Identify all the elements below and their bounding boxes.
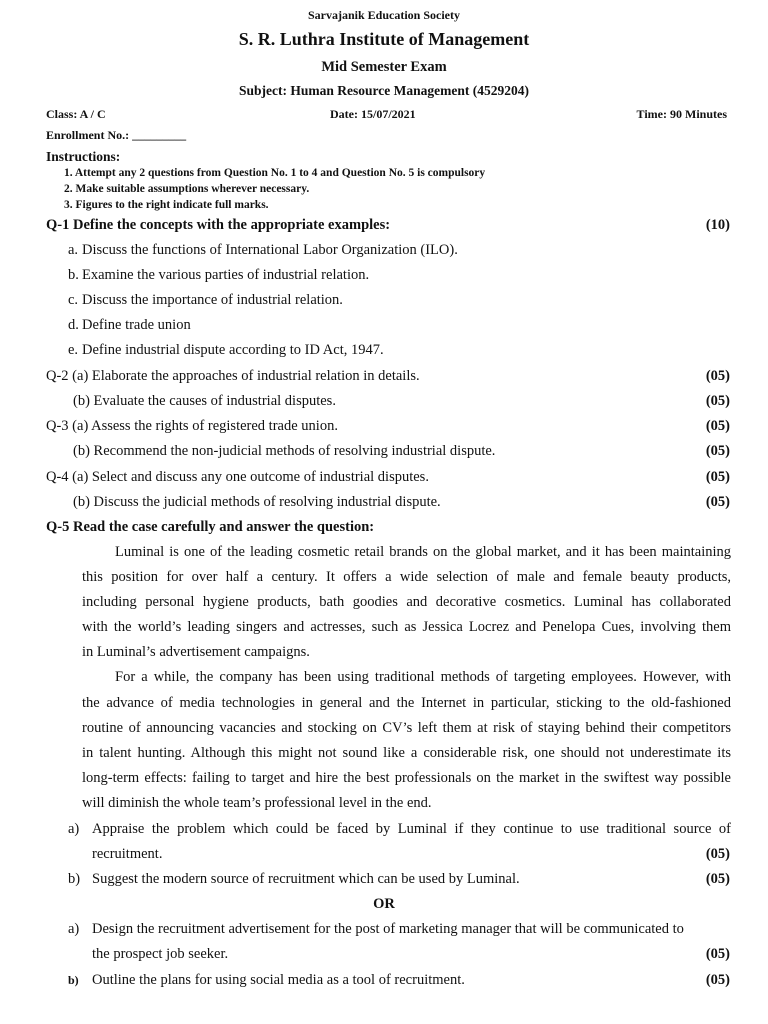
q1-item-label: c. bbox=[68, 292, 79, 308]
society-name: Sarvajanik Education Society bbox=[307, 8, 460, 22]
institute-name: S. R. Luthra Institute of Management bbox=[238, 29, 530, 49]
case-paragraph-line: For a while, the company has been using traditional methods of targeting employees. However, with bbox=[115, 669, 731, 685]
q4b-text: (b) Discuss the judicial methods of resolving industrial dispute. bbox=[73, 494, 441, 510]
q1-item-label: e. bbox=[68, 342, 79, 358]
case-paragraph-line: Luminal is one of the leading cosmetic retail brands on the global market, and it has been maintaining bbox=[115, 544, 731, 560]
q4a-marks: (05) bbox=[705, 469, 730, 485]
q5a-marks: (05) bbox=[705, 846, 730, 862]
q1-title: Q-1 Define the concepts with the appropriate examples: bbox=[46, 217, 391, 233]
q1-item-text: Define trade union bbox=[82, 317, 191, 333]
q5-alt-a-marks: (05) bbox=[705, 946, 730, 962]
instruction-item: 3. Figures to the right indicate full marks. bbox=[64, 199, 269, 211]
q5b-marks: (05) bbox=[705, 871, 730, 887]
q1-item-label: a. bbox=[68, 242, 79, 258]
subject-line: Subject: Human Resource Management (4529204) bbox=[239, 83, 529, 98]
case-paragraph-line: in talent hunting. Although this might not sound like a considerable risk, one should not underestimate its bbox=[82, 745, 731, 761]
q5b-label: b) bbox=[68, 871, 81, 887]
exam-title: Mid Semester Exam bbox=[321, 59, 447, 75]
case-paragraph-line: this position for over half a century. It offers a wide selection of male and female beauty products, bbox=[82, 569, 731, 585]
q4b-marks: (05) bbox=[705, 494, 730, 510]
case-paragraph-line: with the world’s leading singers and actresses, such as Jessica Locrez and Penelopa Cues, involving them bbox=[82, 619, 731, 635]
instruction-item: 2. Make suitable assumptions wherever necessary. bbox=[64, 183, 310, 195]
q1-item-text: Discuss the functions of International Labor Organization (ILO). bbox=[82, 242, 458, 258]
case-paragraph-line: including personal hygiene products, bath goodies and decorative cosmetics. Luminal has collaborated bbox=[82, 594, 731, 610]
case-paragraph-line: will diminish the whole team’s professional level in the end. bbox=[82, 795, 432, 811]
q2b-marks: (05) bbox=[705, 393, 730, 409]
q1-item-text: Discuss the importance of industrial relation. bbox=[82, 292, 343, 308]
q5a-text-cont: recruitment. bbox=[92, 846, 163, 862]
case-paragraph-line: in Luminal’s advertisement campaigns. bbox=[82, 644, 310, 660]
q5-alt-b-label: b) bbox=[68, 973, 79, 987]
q2b-text: (b) Evaluate the causes of industrial disputes. bbox=[73, 393, 336, 409]
q2a-marks: (05) bbox=[705, 368, 730, 384]
q1-item-label: d. bbox=[68, 317, 79, 333]
exam-date: Date: 15/07/2021 bbox=[330, 107, 416, 121]
q5-title: Q-5 Read the case carefully and answer the question: bbox=[46, 519, 375, 535]
q5-alt-b-text: Outline the plans for using social media as a tool of recruitment. bbox=[92, 972, 465, 988]
or-divider: OR bbox=[373, 896, 395, 912]
q1-item-text: Define industrial dispute according to ID Act, 1947. bbox=[82, 342, 384, 358]
q5b-text: Suggest the modern source of recruitment which can be used by Luminal. bbox=[92, 871, 520, 887]
case-paragraph-line: long-term effects: failing to target and hire the best professionals on the market in the swiftest way possible bbox=[82, 770, 731, 786]
q5-alt-a-text: Design the recruitment advertisement for the post of marketing manager that will be communicated to bbox=[92, 921, 684, 937]
q1-item-label: b. bbox=[68, 267, 79, 283]
q5a-label: a) bbox=[68, 821, 80, 837]
q5a-text: Appraise the problem which could be faced by Luminal if they continue to use traditional source of bbox=[92, 821, 731, 837]
q3b-marks: (05) bbox=[705, 443, 730, 459]
case-paragraph-line: routine of announcing vacancies and stocking on CV’s left them at risk of staying behind their competitors bbox=[82, 720, 731, 736]
q4a-text: Q-4 (a) Select and discuss any one outcome of industrial disputes. bbox=[46, 469, 429, 485]
q2a-text: Q-2 (a) Elaborate the approaches of industrial relation in details. bbox=[46, 368, 420, 384]
q5-alt-b-marks: (05) bbox=[705, 972, 730, 988]
q1-item-text: Examine the various parties of industrial relation. bbox=[82, 267, 370, 283]
q1-marks: (10) bbox=[705, 217, 730, 233]
case-paragraph-line: the advance of media technologies in general and the Internet in particular, sticking to the old-fashioned bbox=[82, 695, 731, 711]
exam-time: Time: 90 Minutes bbox=[636, 107, 727, 121]
instructions-title: Instructions: bbox=[46, 149, 121, 164]
instruction-item: 1. Attempt any 2 questions from Question No. 1 to 4 and Question No. 5 is compulsory bbox=[64, 167, 486, 179]
enrollment-field: Enrollment No.: _________ bbox=[46, 128, 187, 142]
q3a-text: Q-3 (a) Assess the rights of registered trade union. bbox=[46, 418, 338, 434]
q5-alt-a-text-cont: the prospect job seeker. bbox=[92, 946, 229, 962]
q3a-marks: (05) bbox=[705, 418, 730, 434]
class-info: Class: A / C bbox=[46, 107, 106, 121]
q3b-text: (b) Recommend the non-judicial methods of resolving industrial dispute. bbox=[73, 443, 496, 459]
q5-alt-a-label: a) bbox=[68, 921, 80, 937]
